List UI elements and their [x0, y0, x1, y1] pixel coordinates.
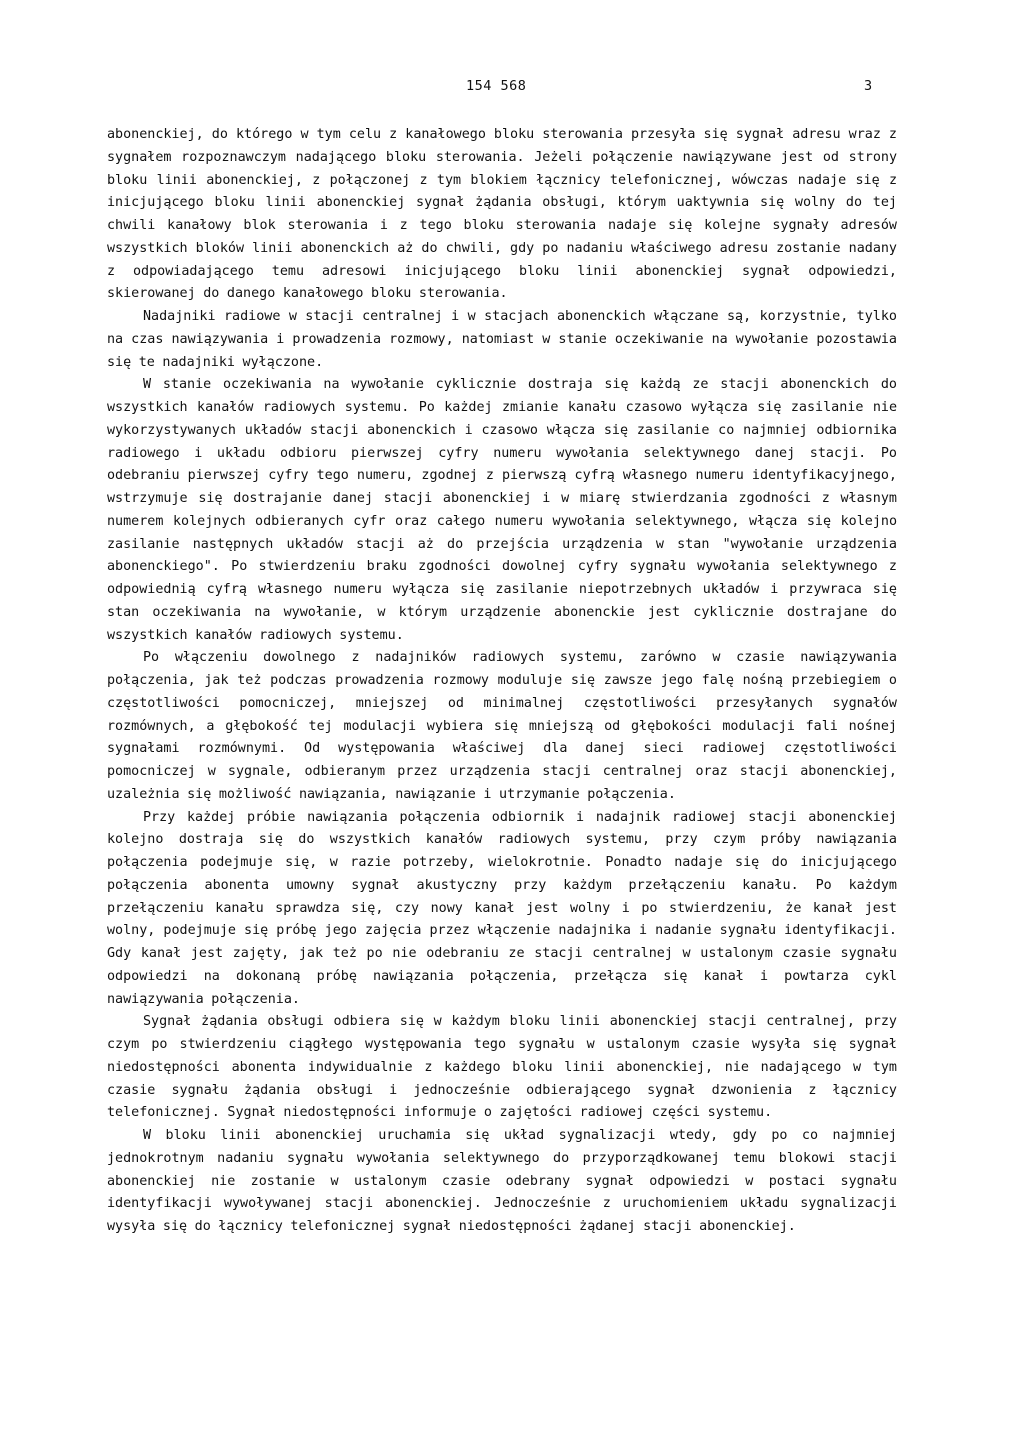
paragraph: Sygnał żądania obsługi odbiera się w każdym bloku linii abonenckiej stacji centralnej, przy czym po stwierdzeniu ciągłego występowania tego sygnału w ustalonym czasie wysyła się sygnał niedostępności abonenta indywidualnie z każdego bloku linii abonenckiej, nie nadającego w tym czasie sygnału żądania obsługi i jednocześnie odbierającego sygnał dzwonienia z łącznicy telefonicznej. Sygnał niedostępności informuje o zajętości radiowej części systemu. — [107, 1014, 897, 1121]
paragraph: abonenckiej, do którego w tym celu z kanałowego bloku sterowania przesyła się sygnał adresu wraz z sygnałem rozpoznawczym nadającego bloku sterowania. Jeżeli połączenie nawiązywane jest od strony bloku linii abonenckiej, z połączonej z tym blokiem łącznicy telefonicznej, wówczas nadaje się z inicjującego bloku linii abonenckiej sygnał żądania obsługi, którym uaktywnia się wolny do tej chwili kanałowy blok sterowania i z tego bloku sterowania nadaje się kolejne sygnały adresów wszystkich bloków linii abonenckich aż do chwili, gdy po nadaniu właściwego adresu zostanie nadany z odpowiadającego temu adresowi inicjującego bloku linii abonenckiej sygnał odpowiedzi, skierowanej do danego kanałowego bloku sterowania. — [107, 127, 897, 302]
paragraph: Po włączeniu dowolnego z nadajników radiowych systemu, zarówno w czasie nawiązywania połączenia, jak też podczas prowadzenia rozmowy moduluje się zawsze jego falę nośną przebiegiem o częstotliwości pomocniczej, mniejszej od minimalnej częstotliwości przesyłanych sygnałów rozmównych, a głębokość tej modulacji wybiera się mniejszą od głębokości modulacji fali nośnej sygnałami rozmównymi. Od występowania właściwej dla danej sieci radiowej częstotliwości pomocniczej w sygnale, odbieranym przez urządzenia stacji centralnej oraz stacji abonenckiej, uzależnia się możliwość nawiązania, nawiązanie i utrzymanie połączenia. — [107, 650, 897, 802]
document-body — [107, 124, 897, 1239]
paragraph: W stanie oczekiwania na wywołanie cyklicznie dostraja się każdą ze stacji abonenckich do wszystkich kanałów radiowych systemu. Po każdej zmianie kanału czasowo wyłącza się zasilanie nie wykorzystywanych układów stacji abonenckich i czasowo włącza się zasilanie co najmniej odbiornika radiowego i układu odbioru pierwszej cyfry numeru wywołania selektywnego danej stacji. Po odebraniu pierwszej cyfry tego numeru, zgodnej z pierwszą cyfrą własnego numeru identyfikacyjnego, wstrzymuje się dostrajanie danej stacji abonenckiej i w miarę stwierdzania zgodności z własnym numerem kolejnych odbieranych cyfr oraz całego numeru wywołania selektywnego, włącza się kolejno zasilanie następnych układów stacji aż do przejścia urządzenia w stan "wywołanie urządzenia abonenckiego". Po stwierdzeniu braku zgodności dowolnej cyfry sygnału wywołania selektywnego z odpowiednią cyfrą własnego numeru wyłącza się zasilanie niepotrzebnych układów i przywraca się stan oczekiwania na wywołanie, w którym urządzenie abonenckie jest cyklicznie dostrajane do wszystkich kanałów radiowych systemu. — [107, 377, 897, 643]
paragraph: Przy każdej próbie nawiązania połączenia odbiornik i nadajnik radiowej stacji abonenckiej kolejno dostraja się do wszystkich kanałów radiowych systemu, przy czym próby nawiązania połączenia podejmuje się, w razie potrzeby, wielokrotnie. Ponadto nadaje się do inicjującego połączenia abonenta umowny sygnał akustyczny przy każdym przełączeniu kanału. Po każdym przełączeniu kanału sprawdza się, czy nowy kanał jest wolny i po stwierdzeniu, że kanał jest wolny, podejmuje się próbę jego zajęcia przez włączenie nadajnika i nadanie sygnału identyfikacji. Gdy kanał jest zajęty, jak też po nie odebraniu ze stacji centralnej w ustalonym czasie sygnału odpowiedzi na dokonaną próbę nawiązania połączenia, przełącza się kanał i powtarza cykl nawiązywania połączenia. — [107, 809, 897, 1007]
patent-number: 154 568 — [466, 78, 527, 94]
paragraph: W bloku linii abonenckiej uruchamia się układ sygnalizacji wtedy, gdy po co najmniej jednokrotnym nadaniu sygnału wywołania selektywnego do przyporządkowanej temu blokowi stacji abonenckiej nie zostanie w ustalonym czasie odebrany sygnał odpowiedzi w postaci sygnału identyfikacji wywoływanej stacji abonenckiej. Jednocześnie z uruchomieniem układu sygnalizacji wysyła się do łącznicy telefonicznej sygnał niedostępności żądanej stacji abonenckiej. — [107, 1128, 897, 1234]
paragraph: Nadajniki radiowe w stacji centralnej i w stacjach abonenckich włączane są, korzystnie, tylko na czas nawiązywania i prowadzenia rozmowy, natomiast w stanie oczekiwanie na wywołanie pozostawia się te nadajniki wyłączone. — [107, 309, 897, 370]
page-number: 3 — [864, 78, 873, 94]
